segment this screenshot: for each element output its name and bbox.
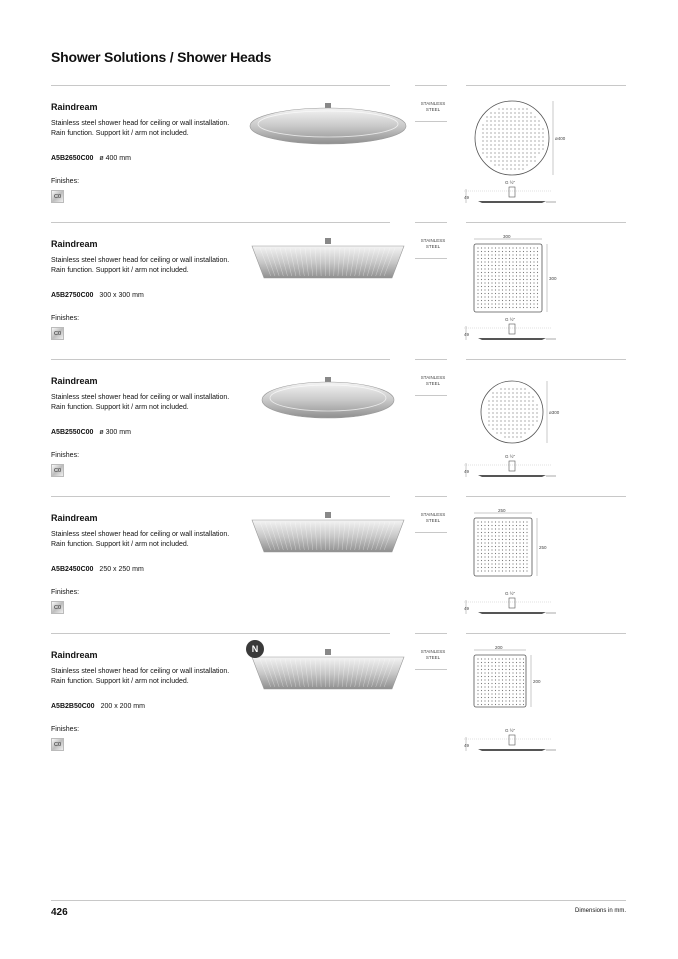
thread-label: G ½" [505,591,516,596]
product-card [0,633,678,770]
plan-outline [475,101,549,175]
finish-swatch-chrome: C0 [51,327,64,340]
section-divider [51,222,390,223]
page-title: Shower Solutions / Shower Heads [51,49,272,65]
elevation-connector [509,461,515,471]
product-description: Stainless steel shower head for ceiling or wall installation. Rain function. Support kit / arm not included. [51,531,230,548]
section-divider [466,222,626,223]
material-label: STAINLESS STEEL [420,238,446,249]
finish-swatch-chrome: C0 [51,464,64,477]
section-divider [415,222,447,223]
elevation-connector [509,598,515,608]
shower-head-icon [252,520,404,552]
dimension-label-top: 300 [503,234,511,239]
section-divider [415,85,447,86]
material-label: STAINLESS STEEL [420,375,446,386]
dimension-label-side: 250 [539,545,547,550]
product-size: 200 x 200 mm [100,703,145,710]
shower-head-icon [262,382,394,418]
product-code-row [51,703,145,710]
product-photo [246,641,410,711]
technical-drawing [462,641,562,766]
section-divider [466,359,626,360]
height-label: 49 [464,606,470,611]
product-photo [246,230,410,300]
product-name: Raindream [51,650,98,660]
elevation-profile [478,612,546,614]
product-photo [246,504,410,574]
section-divider [51,85,390,86]
finishes-label: Finishes: [51,178,80,185]
elevation-profile [478,338,546,340]
shower-head-icon [250,108,406,144]
plan-outline [474,244,542,312]
product-card [0,85,678,222]
product-name: Raindream [51,513,98,523]
height-label: 49 [464,332,470,337]
product-photo [246,367,410,437]
elevation-connector [509,187,515,197]
material-divider [415,258,447,259]
dimension-label-top: 250 [498,508,506,513]
product-card [0,359,678,496]
section-divider [415,633,447,634]
finish-swatch-chrome: C0 [51,738,64,751]
material-label: STAINLESS STEEL [420,649,446,660]
product-name: Raindream [51,102,98,112]
elevation-connector [509,735,515,745]
product-card [0,222,678,359]
material-label: STAINLESS STEEL [420,512,446,523]
shower-head-icon [252,657,404,689]
product-size: 250 x 250 mm [99,566,144,573]
material-divider [415,532,447,533]
product-size: ø 300 mm [99,429,131,436]
material-divider [415,669,447,670]
product-description: Stainless steel shower head for ceiling or wall installation. Rain function. Support kit / arm not included. [51,257,230,274]
product-description: Stainless steel shower head for ceiling or wall installation. Rain function. Support kit / arm not included. [51,394,230,411]
elevation-profile [478,749,546,751]
section-divider [51,633,390,634]
product-code: A5B2750C00 [51,292,94,299]
finishes-label: Finishes: [51,726,80,733]
material-divider [415,121,447,122]
dimension-label: ø300 [549,410,560,415]
section-divider [51,359,390,360]
plan-outline [481,381,543,443]
product-code-row [51,429,131,436]
dimension-label-side: 200 [533,679,541,684]
thread-label: G ½" [505,728,516,733]
finishes-label: Finishes: [51,452,80,459]
product-card [0,496,678,633]
height-label: 49 [464,469,470,474]
thread-label: G ½" [505,180,516,185]
finish-swatch-chrome: C0 [51,190,64,203]
connector-icon [325,649,331,655]
new-badge: N [246,640,264,658]
thread-label: G ½" [505,454,516,459]
elevation-profile [478,201,546,203]
product-description: Stainless steel shower head for ceiling or wall installation. Rain function. Support kit / arm not included. [51,668,230,685]
dimension-label: ø400 [555,136,566,141]
product-code: A5B2550C00 [51,429,94,436]
footer-divider [51,900,626,901]
dimension-label-top: 200 [495,645,503,650]
product-size: 300 x 300 mm [99,292,144,299]
section-divider [466,85,626,86]
connector-icon [325,512,331,518]
material-divider [415,395,447,396]
height-label: 49 [464,195,470,200]
height-label: 49 [464,743,470,748]
elevation-connector [509,324,515,334]
product-size: ø 400 mm [99,155,131,162]
finish-swatch-chrome: C0 [51,601,64,614]
product-photo [246,93,410,163]
finishes-label: Finishes: [51,589,80,596]
product-code: A5B2B50C00 [51,703,95,710]
technical-drawing [462,367,562,492]
product-code-row [51,566,144,573]
product-code: A5B2450C00 [51,566,94,573]
footer-note: Dimensions in mm. [574,908,626,914]
section-divider [466,496,626,497]
elevation-profile [478,475,546,477]
technical-drawing [462,230,562,355]
technical-drawing [462,93,566,218]
product-code-row [51,155,131,162]
connector-icon [325,238,331,244]
thread-label: G ½" [505,317,516,322]
product-name: Raindream [51,376,98,386]
product-code-row [51,292,144,299]
material-label: STAINLESS STEEL [420,101,446,112]
product-code: A5B2650C00 [51,155,94,162]
section-divider [415,359,447,360]
section-divider [466,633,626,634]
dimension-label-side: 300 [549,276,557,281]
page-number: 426 [51,907,68,918]
section-divider [415,496,447,497]
product-description: Stainless steel shower head for ceiling or wall installation. Rain function. Support kit / arm not included. [51,120,230,137]
product-name: Raindream [51,239,98,249]
shower-head-icon [252,246,404,278]
section-divider [51,496,390,497]
finishes-label: Finishes: [51,315,80,322]
technical-drawing [462,504,562,629]
